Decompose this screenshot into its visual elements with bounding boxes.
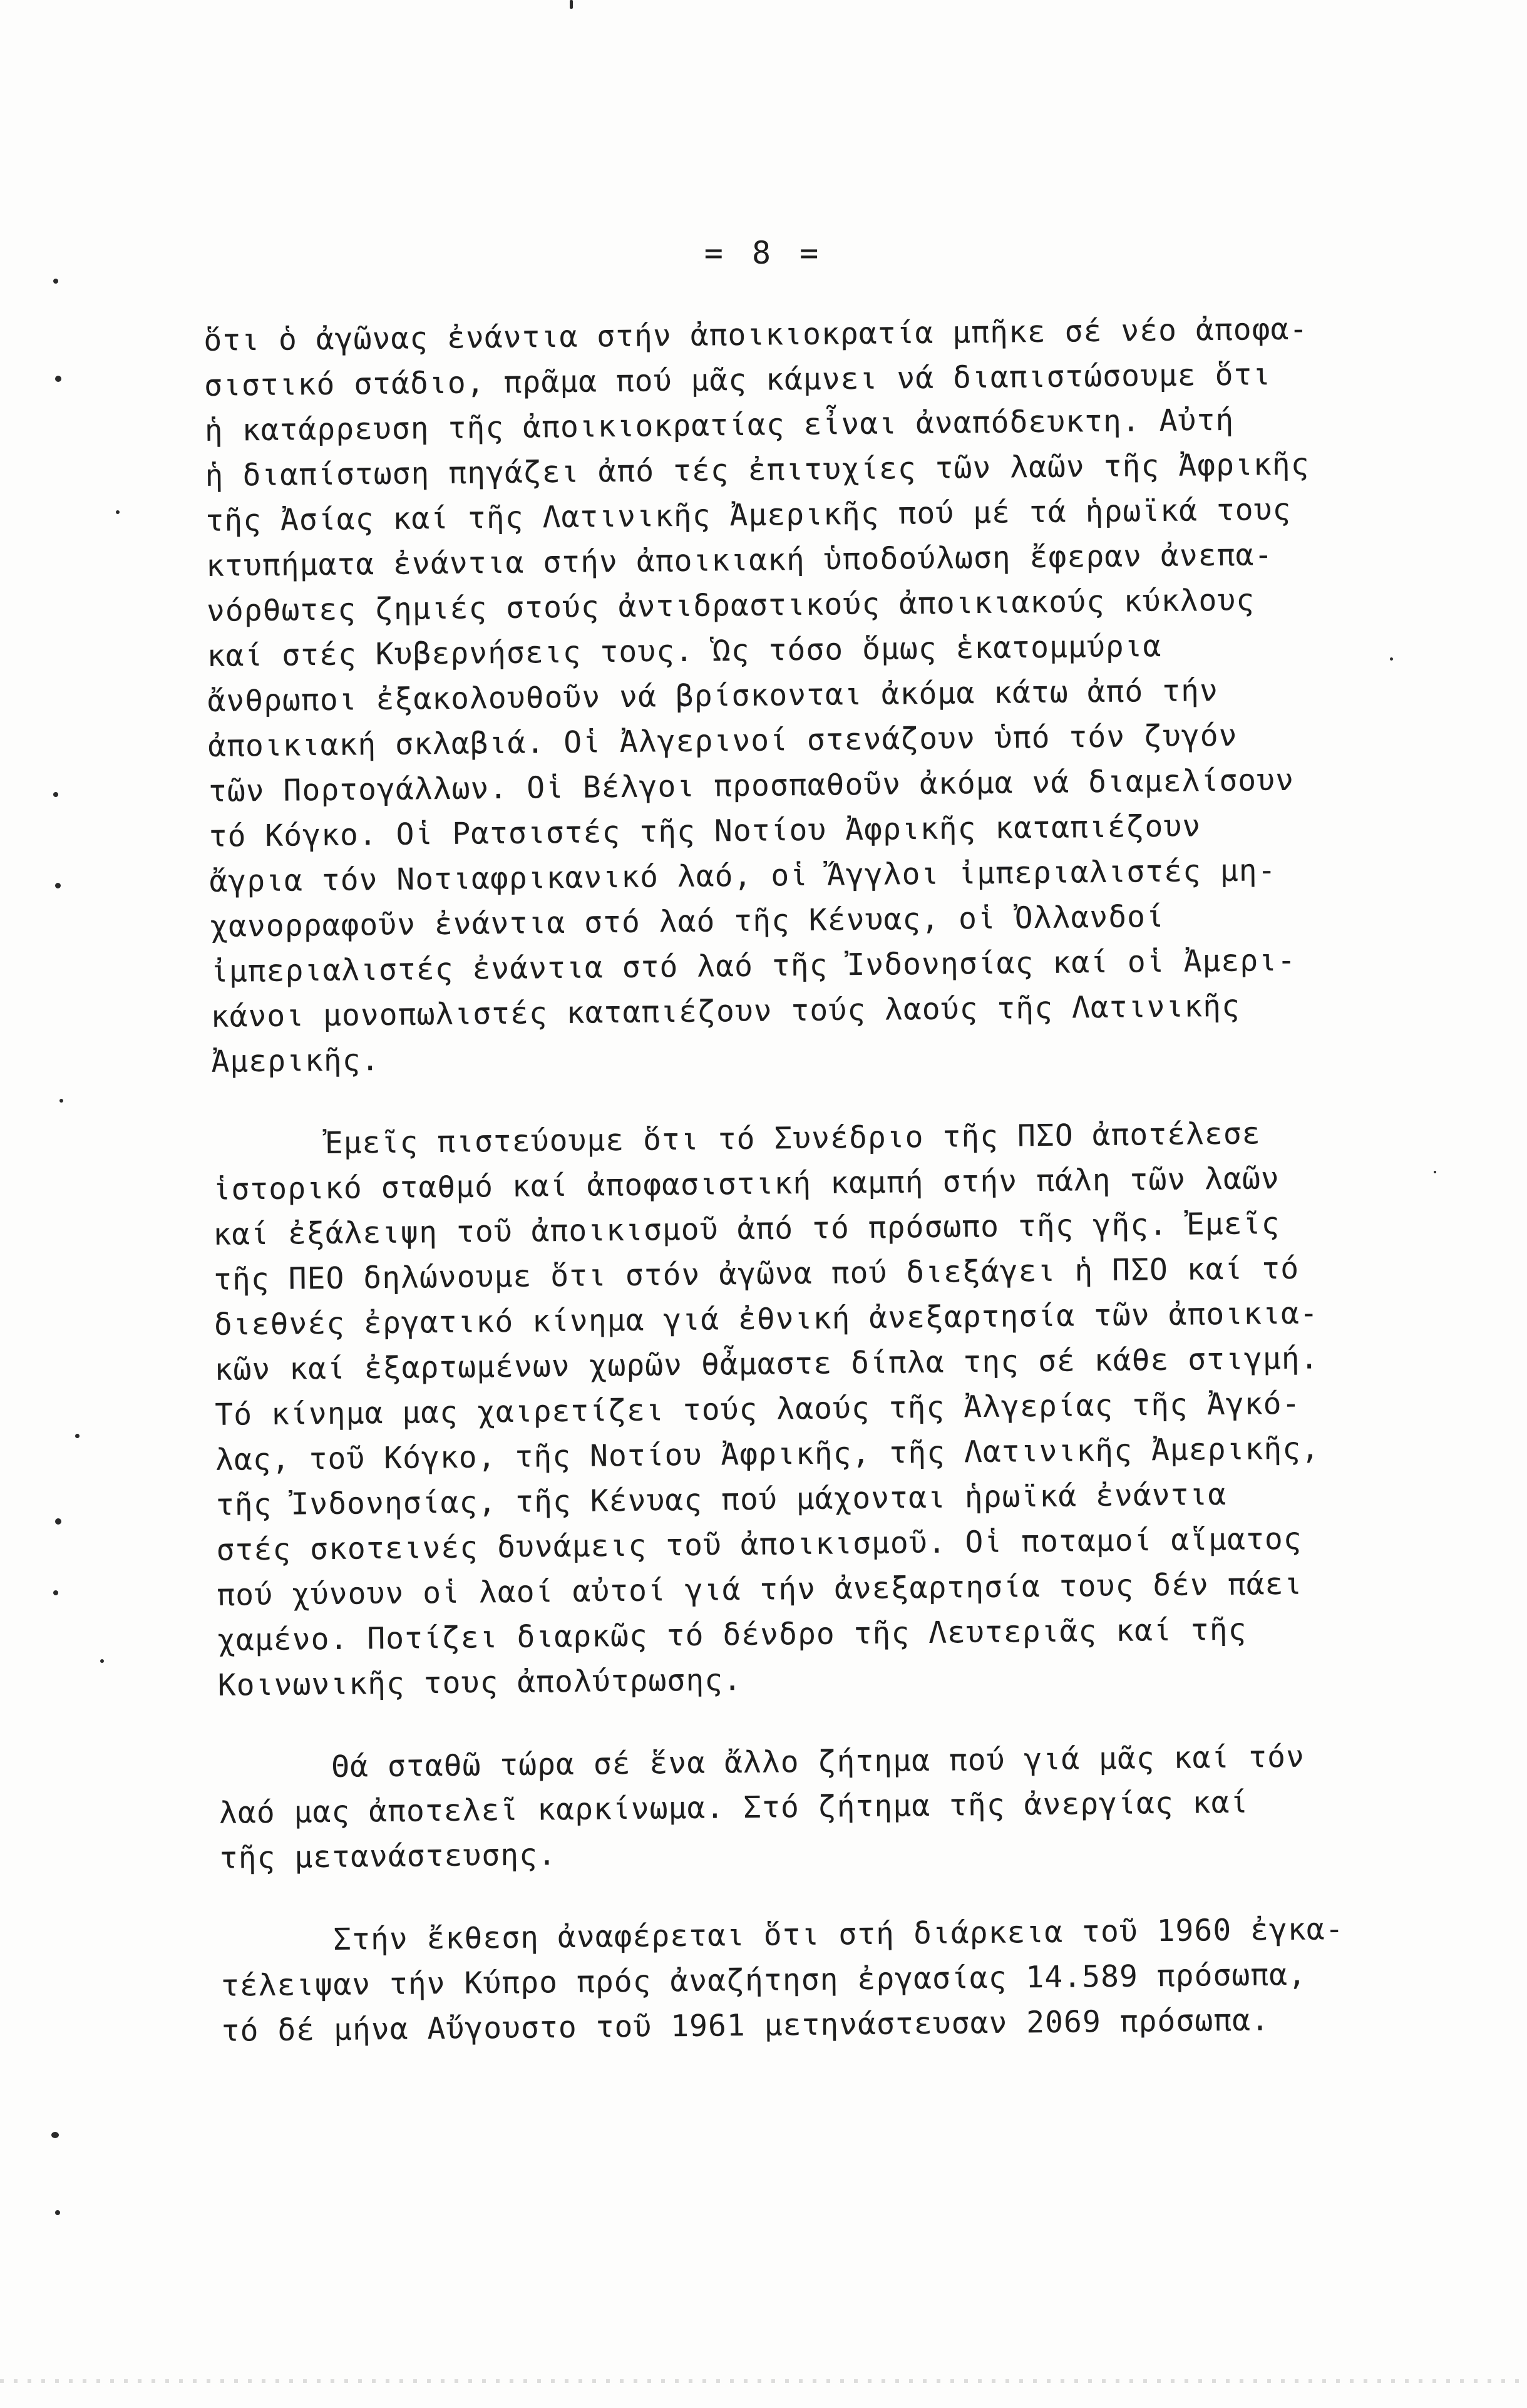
- text-line: κῶν καί ἐξαρτωμένων χωρῶν θἆμαστε δίπλα της σέ κάθε στιγμή.: [214, 1340, 1319, 1387]
- text-line: τῆς μετανάστευσης.: [219, 1837, 557, 1876]
- paragraph-3: [219, 1733, 1409, 1881]
- text-line: τό δέ μήνα Αὔγουστο τοῦ 1961 μετηνάστευσαν 2069 πρόσωπα.: [221, 2002, 1270, 2049]
- text-line: καί ἐξάλειψη τοῦ ἀποικισμοῦ ἀπό τό πρόσωπο τῆς γῆς. Ἐμεῖς: [213, 1206, 1280, 1252]
- text-line: ἰμπεριαλιστές ἐνάντια στό λαό τῆς Ἰνδονησίας καί οἱ Ἀμερι-: [210, 942, 1297, 989]
- scan-speck: [53, 792, 58, 797]
- text-line: ἡ διαπίστωση πηγάζει ἀπό τές ἐπιτυχίες τῶν λαῶν τῆς Ἀφρικῆς: [205, 446, 1310, 493]
- text-line: ἀποικιακή σκλαβιά. Οἱ Ἀλγερινοί στενάζουν ὑπό τόν ζυγόν: [207, 718, 1238, 764]
- scan-speck: [59, 1099, 63, 1103]
- text-line: χανορραφοῦν ἐνάντια στό λαό τῆς Κένυας, οἱ Ὀλλανδοί: [209, 898, 1165, 944]
- text-line: τῆς ΠΕΟ δηλώνουμε ὅτι στόν ἀγῶνα πού διεξάγει ἡ ΠΣΟ καί τό: [213, 1250, 1300, 1297]
- text-line: ἄνθρωποι ἐξακολουθοῦν νά βρίσκονται ἀκόμα κάτω ἀπό τήν: [207, 673, 1219, 719]
- text-line: Στήν ἔκθεση ἀναφέρεται ὅτι στή διάρκεια τοῦ 1960 ἐγκα-: [332, 1911, 1344, 1957]
- scan-speck: [116, 510, 120, 514]
- scan-edge: [0, 2379, 1527, 2383]
- text-line: ἄγρια τόν Νοτιαφρικανικό λαό, οἱ Ἄγγλοι ἰμπεριαλιστές μη-: [209, 853, 1277, 899]
- page-number: = 8 =: [704, 235, 824, 271]
- text-line: ἡ κατάρρευση τῆς ἀποικιοκρατίας εἶναι ἀναπόδευκτη. Αὐτή: [204, 402, 1235, 448]
- scan-speck: [55, 2210, 60, 2215]
- text-line: νόρθωτες ζημιές στούς ἀντιδραστικούς ἀποικιακούς κύκλους: [206, 582, 1255, 629]
- text-line: λας, τοῦ Κόγκο, τῆς Νοτίου Ἀφρικῆς, τῆς Λατινικῆς Ἀμερικῆς,: [215, 1431, 1320, 1478]
- paragraph-1: [203, 306, 1401, 1084]
- text-line: τῶν Πορτογάλλων. Οἱ Βέλγοι προσπαθοῦν ἀκόμα νά διαμελίσουν: [208, 762, 1295, 809]
- scan-speck: [75, 1434, 80, 1438]
- text-line: τῆς Ἰνδονησίας, τῆς Κένυας πού μάχονται ἡρωϊκά ἐνάντια: [215, 1476, 1227, 1523]
- scan-speck: [1434, 1171, 1436, 1173]
- scan-speck: [51, 2132, 59, 2138]
- text-line: στές σκοτεινές δυνάμεις τοῦ ἀποικισμοῦ. Οἱ ποταμοί αἵματος: [216, 1521, 1302, 1568]
- text-line: Θά σταθῶ τώρα σέ ἕνα ἄλλο ζήτημα πού γιά μᾶς καί τόν: [331, 1739, 1305, 1784]
- text-line: ἱστορικό σταθμό καί ἀποφασιστική καμπή στήν πάλη τῶν λαῶν: [212, 1161, 1280, 1207]
- text-line: σιστικό στάδιο, πρᾶμα πού μᾶς κάμνει νά διαπιστώσουμε ὅτι: [203, 357, 1272, 403]
- text-line: Ἀμερικῆς.: [211, 1042, 380, 1079]
- text-line: λαό μας ἀποτελεῖ καρκίνωμα. Στό ζήτημα τῆς ἀνεργίας καί: [219, 1784, 1249, 1831]
- scan-speck: [100, 1659, 104, 1663]
- text-line: καί στές Κυβερνήσεις τους. Ὡς τόσο ὅμως ἑκατομμύρια: [207, 629, 1162, 674]
- body-text: [203, 306, 1411, 2054]
- scan-speck: [53, 279, 58, 284]
- text-line: χαμένο. Ποτίζει διαρκῶς τό δένδρο τῆς Λευτεριᾶς καί τῆς: [217, 1612, 1247, 1658]
- scan-speck: [1390, 657, 1393, 661]
- text-line: τέλειψαν τήν Κύπρο πρός ἀναζήτηση ἐργασίας 14.589 πρόσωπα,: [220, 1957, 1307, 2004]
- text-line: Ἐμεῖς πιστεύουμε ὅτι τό Συνέδριο τῆς ΠΣΟ ἀποτέλεσε: [324, 1116, 1261, 1161]
- paragraph-2: [212, 1109, 1407, 1708]
- text-line: κάνοι μονοπωλιστές καταπιέζουν τούς λαούς τῆς Λατινικῆς: [210, 988, 1241, 1034]
- text-line: Κοινωνικῆς τους ἀπολύτρωσης.: [217, 1662, 743, 1703]
- text-line: Τό κίνημα μας χαιρετίζει τούς λαούς τῆς Ἀλγερίας τῆς Ἀγκό-: [215, 1386, 1301, 1433]
- scan-speck: [55, 1518, 61, 1525]
- text-line: διεθνές ἐργατικό κίνημα γιά ἐθνική ἀνεξαρτησία τῶν ἀποικια-: [213, 1295, 1319, 1342]
- paragraph-4: [220, 1906, 1411, 2054]
- scan-speck: [570, 0, 573, 9]
- text-line: πού χύνουν οἱ λαοί αὐτοί γιά τήν ἀνεξαρτησία τους δέν πάει: [217, 1566, 1303, 1613]
- text-line: κτυπήματα ἐνάντια στήν ἀποικιακή ὑποδούλωση ἔφεραν ἀνεπα-: [205, 537, 1273, 584]
- text-line: ὅτι ὁ ἀγῶνας ἐνάντια στήν ἀποικιοκρατία μπῆκε σέ νέο ἀποφα-: [203, 311, 1308, 358]
- scan-speck: [55, 376, 61, 382]
- text-line: τῆς Ἀσίας καί τῆς Λατινικῆς Ἀμερικῆς πού μέ τά ἡρωϊκά τους: [205, 491, 1292, 538]
- text-line: τό Κόγκο. Οἱ Ρατσιστές τῆς Νοτίου Ἀφρικῆς καταπιέζουν: [208, 808, 1201, 854]
- scan-speck: [53, 1590, 58, 1595]
- scan-speck: [55, 883, 61, 888]
